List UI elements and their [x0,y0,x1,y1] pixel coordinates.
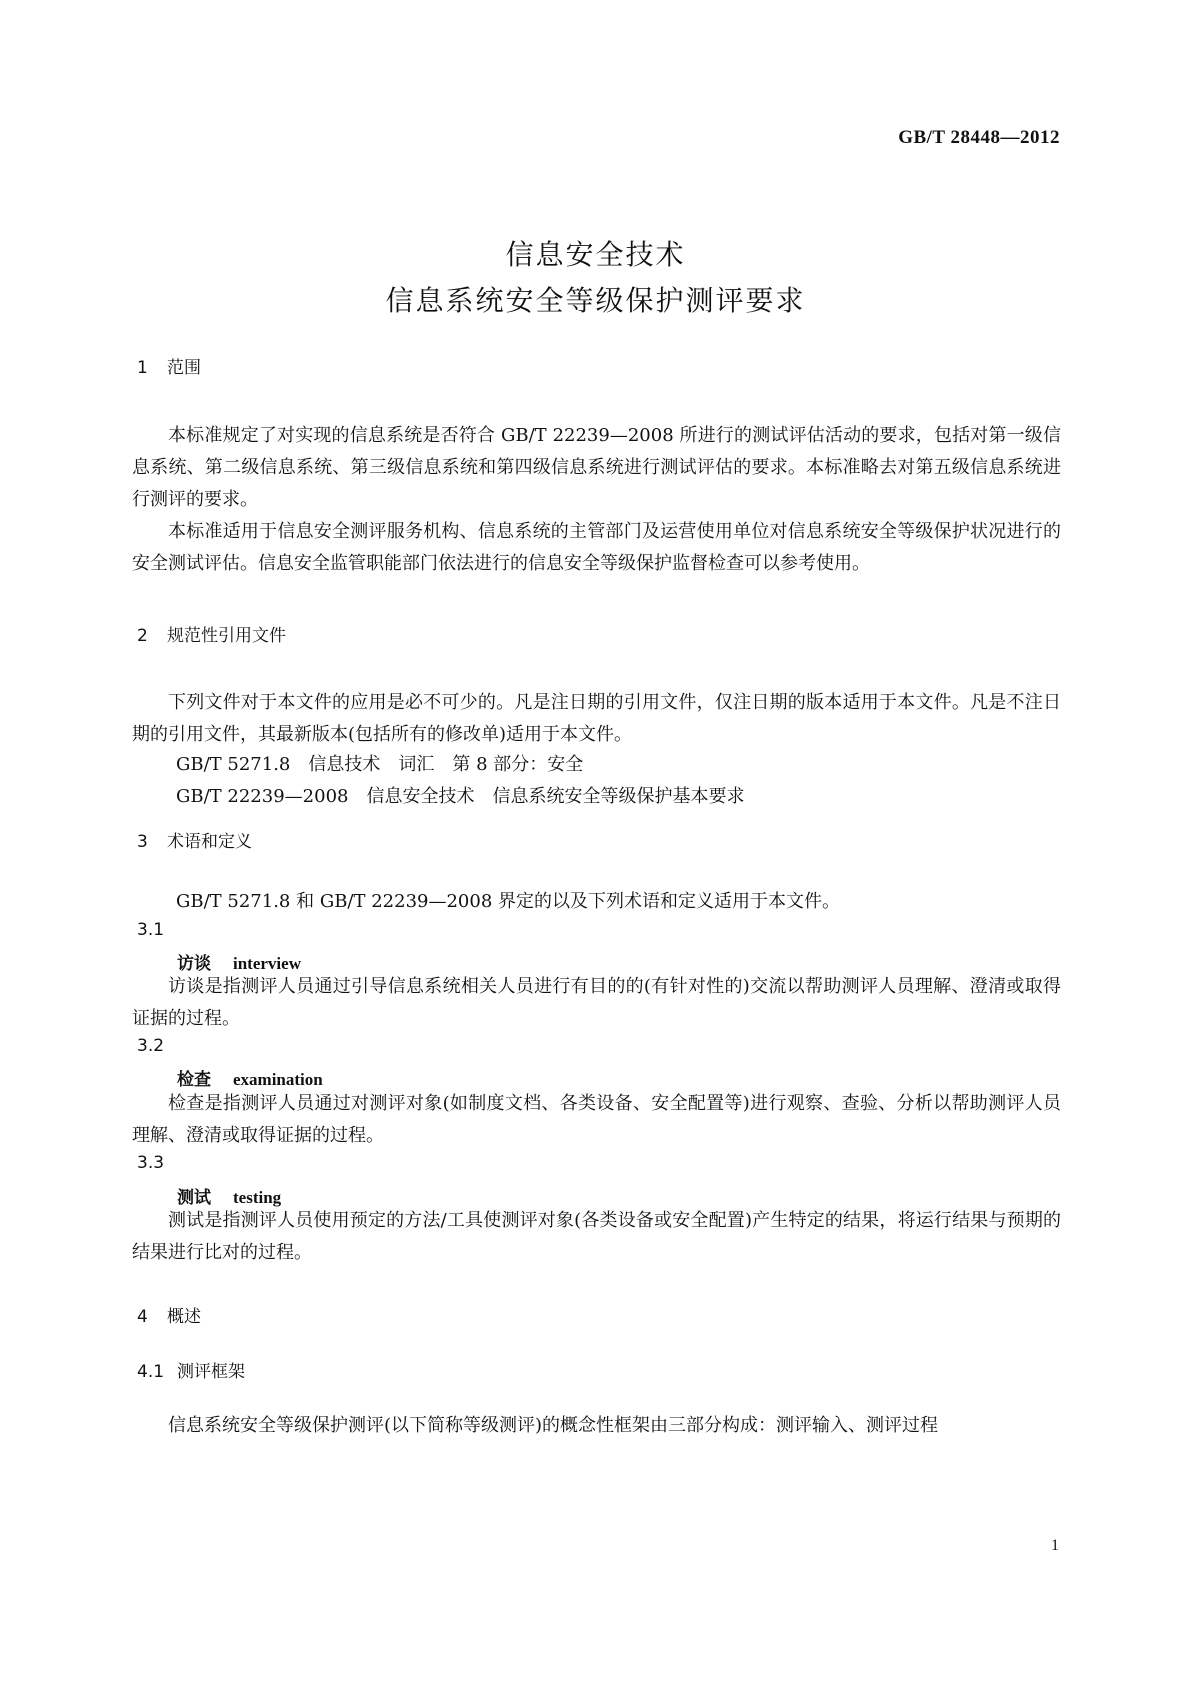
normative-reference: GB/T 22239—2008 信息安全技术 信息系统安全等级保护基本要求 [176,786,745,807]
paragraph: 本标准规定了对实现的信息系统是否符合 GB/T 22239—2008 所进行的测试评估活动的要求，包括对第一级信息系统、第二级信息系统、第三级信息系统和第四级信息系统进行测试评估的要求。本标准略去对第五级信息系统进行测评的要求。 [132,425,1061,510]
terms-intro: GB/T 5271.8 和 GB/T 22239—2008 界定的以及下列术语和定义适用于本文件。 [176,891,841,912]
term-zh: 访谈 [177,954,211,974]
paragraph: 访谈是指测评人员通过引导信息系统相关人员进行有目的的(有针对性的)交流以帮助测评人员理解、澄清或取得证据的过程。 [132,976,1061,1029]
section-4-heading [137,1302,201,1327]
paragraph: 下列文件对于本文件的应用是必不可少的。凡是注日期的引用文件，仅注日期的版本适用于本文件。凡是不注日期的引用文件，其最新版本(包括所有的修改单)适用于本文件。 [132,692,1061,745]
term-definition [132,1205,1061,1269]
term-number: 3.1 [137,920,165,940]
paragraph: 检查是指测评人员通过对测评对象(如制度文档、各类设备、安全配置等)进行观察、查验、分析以帮助测评人员理解、澄清或取得证据的过程。 [132,1093,1061,1146]
page-number: 1 [1051,1537,1059,1554]
section-title: 概述 [167,1307,201,1327]
document-title-line1: 信息安全技术 [505,238,686,271]
section-2-heading [137,621,286,646]
section-title: 术语和定义 [167,832,252,852]
section-1-heading [137,353,201,378]
paragraph: 信息系统安全等级保护测评(以下简称等级测评)的概念性框架由三部分构成：测评输入、测评过程 [168,1415,939,1436]
section-title: 规范性引用文件 [167,626,286,646]
section-2-paragraph [132,687,1061,751]
paragraph: 本标准适用于信息安全测评服务机构、信息系统的主管部门及运营使用单位对信息系统安全等级保护状况进行的安全测试评估。信息安全监管职能部门依法进行的信息安全等级保护监督检查可以参考使用。 [132,521,1061,574]
document-title-line2: 信息系统安全等级保护测评要求 [385,284,806,317]
term-definition [132,1088,1061,1152]
subsection-title: 测评框架 [177,1362,245,1382]
term-en: interview [233,954,301,973]
term-en: examination [233,1070,323,1089]
term-definition [132,971,1061,1035]
section-number: 3 [137,832,148,852]
section-number: 1 [137,358,148,378]
term-en: testing [233,1188,282,1207]
section-3-heading [137,827,252,852]
term-number: 3.3 [137,1153,165,1173]
section-1-paragraphs [132,420,1061,580]
term-zh: 测试 [177,1188,211,1208]
paragraph: 测试是指测评人员使用预定的方法/工具使测评对象(各类设备或安全配置)产生特定的结果，将运行结果与预期的结果进行比对的过程。 [132,1210,1061,1263]
subsection-4-1-heading [137,1357,245,1382]
section-number: 4 [137,1307,148,1327]
term-number: 3.2 [137,1036,165,1056]
section-title: 范围 [167,358,201,378]
section-number: 2 [137,626,148,646]
subsection-number: 4.1 [137,1362,165,1382]
term-heading [177,1065,323,1090]
standard-number: GB/T 28448—2012 [898,127,1060,148]
subsection-4-1-paragraph [132,1410,1061,1442]
term-zh: 检查 [177,1070,211,1090]
normative-reference: GB/T 5271.8 信息技术 词汇 第 8 部分：安全 [176,754,584,775]
